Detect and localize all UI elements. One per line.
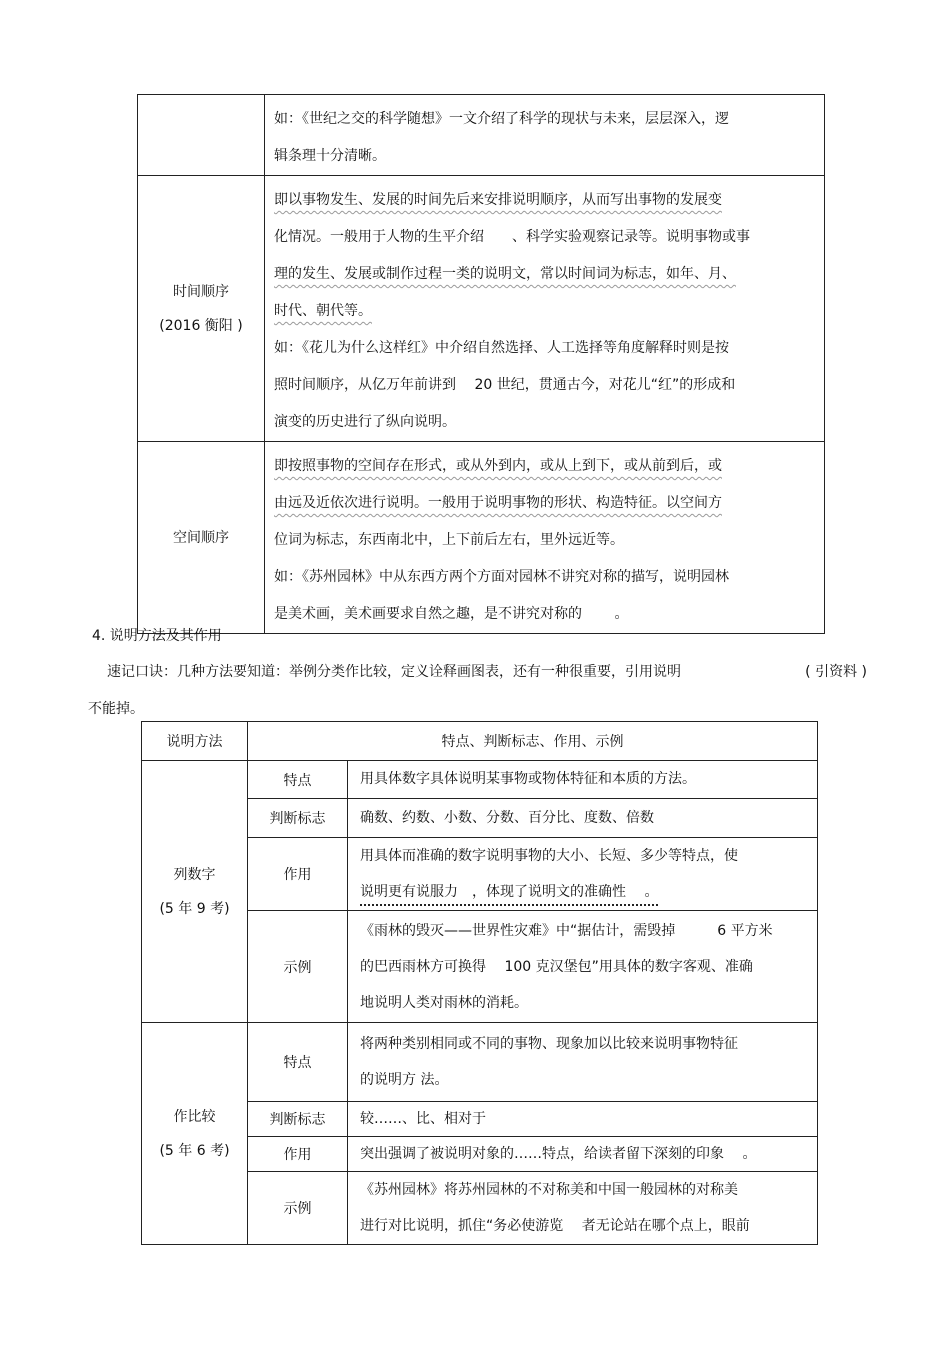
content-line: 的巴西雨林方可换得 100 克汉堡包”用具体的数字客观、准确 (360, 958, 753, 975)
table-row (138, 176, 825, 442)
content-line: 用具体数字具体说明某事物或物体特征和本质的方法。 (360, 771, 696, 787)
content-line: 进行对比说明，抓住“务必使游览 者无论站在哪个点上，眼前 (360, 1218, 750, 1234)
exam-count: (5 年 6 考) (159, 1142, 230, 1159)
order-label-cell (138, 176, 265, 442)
content-line: 如：《世纪之交的科学随想》一文介绍了科学的现状与未来，层层深入，逻 (274, 111, 729, 127)
content-line: 如：《苏州园林》中从东西方两个方面对园林不讲究对称的描写，说明园林 (274, 569, 729, 585)
order-content-cell (265, 176, 825, 442)
row-content (348, 838, 818, 911)
row-label: 特点 (248, 761, 348, 799)
table-row (138, 95, 825, 176)
header-method: 说明方法 (142, 722, 248, 761)
method-cell (142, 761, 248, 1023)
row-label: 特点 (248, 1023, 348, 1102)
content-line: 演变的历史进行了纵向说明。 (274, 414, 456, 430)
exam-note: (2016 衡阳 ) (159, 317, 243, 334)
row-label: 作用 (248, 838, 348, 911)
content-line: 照时间顺序，从亿万年前讲到 20 世纪，贯通古今，对花儿“红”的形成和 (274, 377, 736, 393)
content-line: 即按照事物的空间存在形式，或从外到内，或从上到下，或从前到后，或 (274, 458, 722, 474)
content-line: 较……、比、相对于 (360, 1111, 486, 1127)
row-content (348, 761, 818, 799)
order-type: 空间顺序 (173, 529, 229, 546)
content-line: 《雨林的毁灭——世界性灾难》中“据估计，需毁掉 6 平方米 (360, 922, 773, 939)
content-line: 《苏州园林》将苏州园林的不对称美和中国一般园林的对称美 (360, 1182, 738, 1198)
row-content (348, 911, 818, 1023)
row-label: 示例 (248, 911, 348, 1023)
row-label: 作用 (248, 1137, 348, 1172)
row-content (348, 1137, 818, 1172)
row-content (348, 1023, 818, 1102)
table-row (142, 1023, 818, 1102)
content-line: 位词为标志，东西南北中，上下前后左右，里外远近等。 (274, 532, 624, 548)
content-line: 即以事物发生、发展的时间先后来安排说明顺序，从而写出事物的发展变 (274, 192, 722, 208)
order-content-cell (265, 95, 825, 176)
content-line: 突出强调了被说明对象的……特点，给读者留下深刻的印象 。 (360, 1146, 757, 1162)
order-label-cell (138, 95, 265, 176)
row-label: 判断标志 (248, 1102, 348, 1137)
order-label-cell (138, 442, 265, 634)
method-cell (142, 1023, 248, 1245)
content-line: 将两种类别相同或不同的事物、现象加以比较来说明事物特征 (360, 1036, 738, 1052)
mnemonic-continuation: 不能掉。 (88, 701, 144, 717)
table-row (142, 761, 818, 799)
content-line: 是美术画，美术画要求自然之趣，是不讲究对称的 。 (274, 606, 629, 622)
row-content (348, 799, 818, 838)
content-line: 的说明方 法。 (360, 1072, 449, 1088)
content-line: 辑条理十分清晰。 (274, 148, 386, 164)
content-line: 用具体而准确的数字说明事物的大小、长短、多少等特点，使 (360, 848, 738, 864)
order-table (137, 94, 825, 634)
order-type: 时间顺序 (173, 283, 229, 300)
mnemonic-text: 速记口诀：几种方法要知道：举例分类作比较，定义诠释画图表，还有一种很重要，引用说明 (107, 664, 681, 680)
content-line: 化情况。一般用于人物的生平介绍 、科学实验观察记录等。说明事物或事 (274, 229, 750, 245)
content-line: 说明更有说服力 ，体现了说明文的准确性 。 (360, 884, 659, 900)
row-content (348, 1102, 818, 1137)
section-heading: 4. 说明方法及其作用 (92, 628, 222, 644)
row-content (348, 1172, 818, 1245)
content-line: 确数、约数、小数、分数、百分比、度数、倍数 (360, 810, 654, 826)
table-row (138, 442, 825, 634)
content-line: 如：《花儿为什么这样红》中介绍自然选择、人工选择等角度解释时则是按 (274, 340, 729, 356)
header-detail: 特点、判断标志、作用、示例 (248, 722, 818, 761)
content-line: 由远及近依次进行说明。一般用于说明事物的形状、构造特征。以空间方 (274, 495, 722, 511)
row-label: 判断标志 (248, 799, 348, 838)
order-content-cell (265, 442, 825, 634)
mnemonic-line (107, 660, 867, 684)
row-label: 示例 (248, 1172, 348, 1245)
method-name: 作比较 (173, 1108, 216, 1125)
mnemonic-paren: ( 引资料 ) (805, 664, 867, 680)
content-line: 时代、朝代等。 (274, 303, 372, 319)
method-name: 列数字 (173, 866, 216, 883)
exam-count: (5 年 9 考) (159, 900, 230, 917)
content-line: 地说明人类对雨林的消耗。 (360, 994, 528, 1011)
table-header-row (142, 722, 818, 761)
content-line: 理的发生、发展或制作过程一类的说明文，常以时间词为标志，如年、月、 (274, 266, 736, 282)
methods-table (141, 721, 818, 1245)
